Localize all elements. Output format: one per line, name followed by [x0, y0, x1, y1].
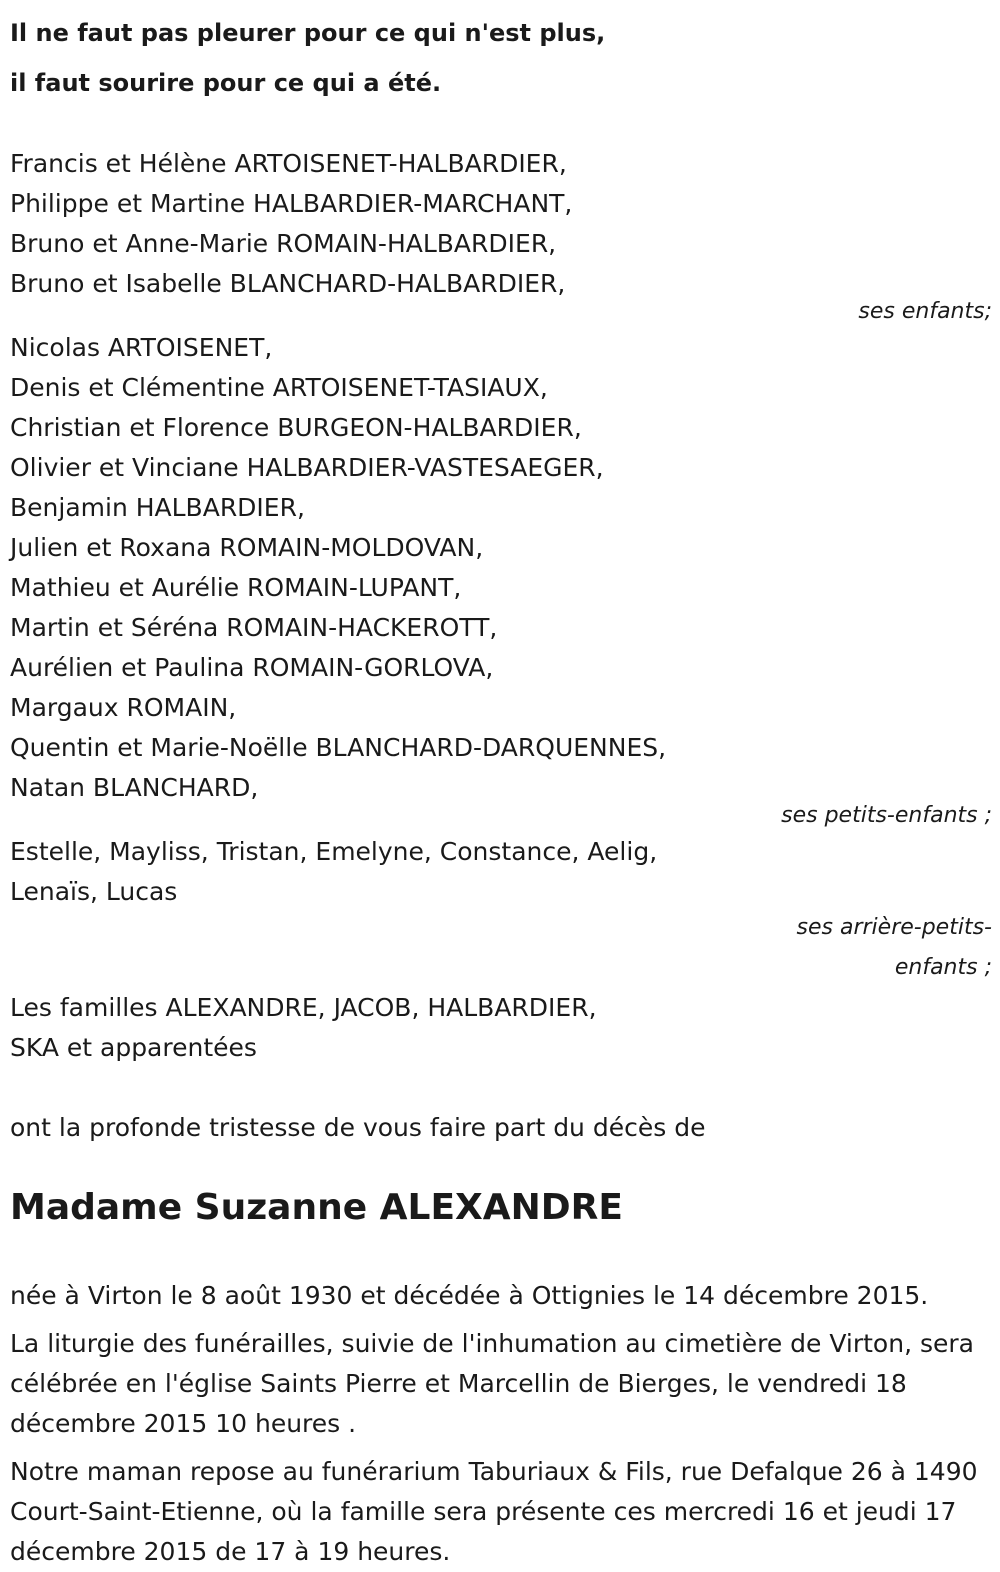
family-member: Lenaïs, Lucas — [10, 877, 178, 906]
family-member: Quentin et Marie-Noëlle BLANCHARD-DARQUENNES, — [10, 733, 667, 762]
epigraph-line: il faut sourire pour ce qui a été. — [10, 69, 442, 97]
family-member: Martin et Séréna ROMAIN-HACKEROTT, — [10, 613, 498, 642]
deceased-name: Madame Suzanne ALEXANDRE — [10, 1187, 623, 1228]
funeral-text: La liturgie des funérailles, suivie de l'inhumation au cimetière de Virton, sera célébrée en l'église Saints Pierre et Marcellin de Bierges, le vendredi 18 décembre 2015 10 heures . — [10, 1329, 974, 1438]
family-member: Olivier et Vinciane HALBARDIER-VASTESAEGER, — [10, 453, 604, 482]
family-member: Denis et Clémentine ARTOISENET-TASIAUX, — [10, 373, 548, 402]
grandchildren-role: ses petits-enfants ; — [781, 803, 992, 828]
family-member: Les familles ALEXANDRE, JACOB, HALBARDIER, — [10, 993, 597, 1022]
children-role: ses enfants; — [858, 299, 992, 324]
family-member: Aurélien et Paulina ROMAIN-GORLOVA, — [10, 653, 494, 682]
grandchildren-list — [10, 328, 992, 808]
family-member: Estelle, Mayliss, Tristan, Emelyne, Constance, Aelig, — [10, 837, 658, 866]
family-member: Francis et Hélène ARTOISENET-HALBARDIER, — [10, 149, 567, 178]
great-grandchildren-role — [10, 908, 992, 988]
family-member: Julien et Roxana ROMAIN-MOLDOVAN, — [10, 533, 484, 562]
family-member: Benjamin HALBARDIER, — [10, 493, 305, 522]
family-member: Bruno et Anne-Marie ROMAIN-HALBARDIER, — [10, 229, 557, 258]
family-member: Philippe et Martine HALBARDIER-MARCHANT, — [10, 189, 573, 218]
family-member: Natan BLANCHARD, — [10, 773, 259, 802]
family-member: Margaux ROMAIN, — [10, 693, 237, 722]
birth-death-text: née à Virton le 8 août 1930 et décédée à Ottignies le 14 décembre 2015. — [10, 1281, 929, 1310]
role-line: enfants ; — [894, 955, 992, 980]
visitation-text: Notre maman repose au funérarium Taburiaux & Fils, rue Defalque 26 à 1490 Court-Saint-Etienne, où la famille sera présente ces mercredi 16 et jeudi 17 décembre 2015 de 17 à 19 heures. — [10, 1457, 978, 1566]
epigraph-line: Il ne faut pas pleurer pour ce qui n'est plus, — [10, 19, 606, 47]
family-member: Nicolas ARTOISENET, — [10, 333, 273, 362]
family-member: SKA et apparentées — [10, 1033, 257, 1062]
families-list — [10, 988, 992, 1068]
family-member: Mathieu et Aurélie ROMAIN-LUPANT, — [10, 573, 462, 602]
announcement-text: ont la profonde tristesse de vous faire part du décès de — [10, 1113, 706, 1142]
role-line: ses arrière-petits- — [796, 915, 992, 940]
epigraph — [10, 8, 992, 108]
children-list — [10, 144, 992, 304]
great-grandchildren-list — [10, 832, 992, 912]
family-member: Bruno et Isabelle BLANCHARD-HALBARDIER, — [10, 269, 566, 298]
family-member: Christian et Florence BURGEON-HALBARDIER, — [10, 413, 582, 442]
obituary-notice — [10, 0, 992, 1572]
